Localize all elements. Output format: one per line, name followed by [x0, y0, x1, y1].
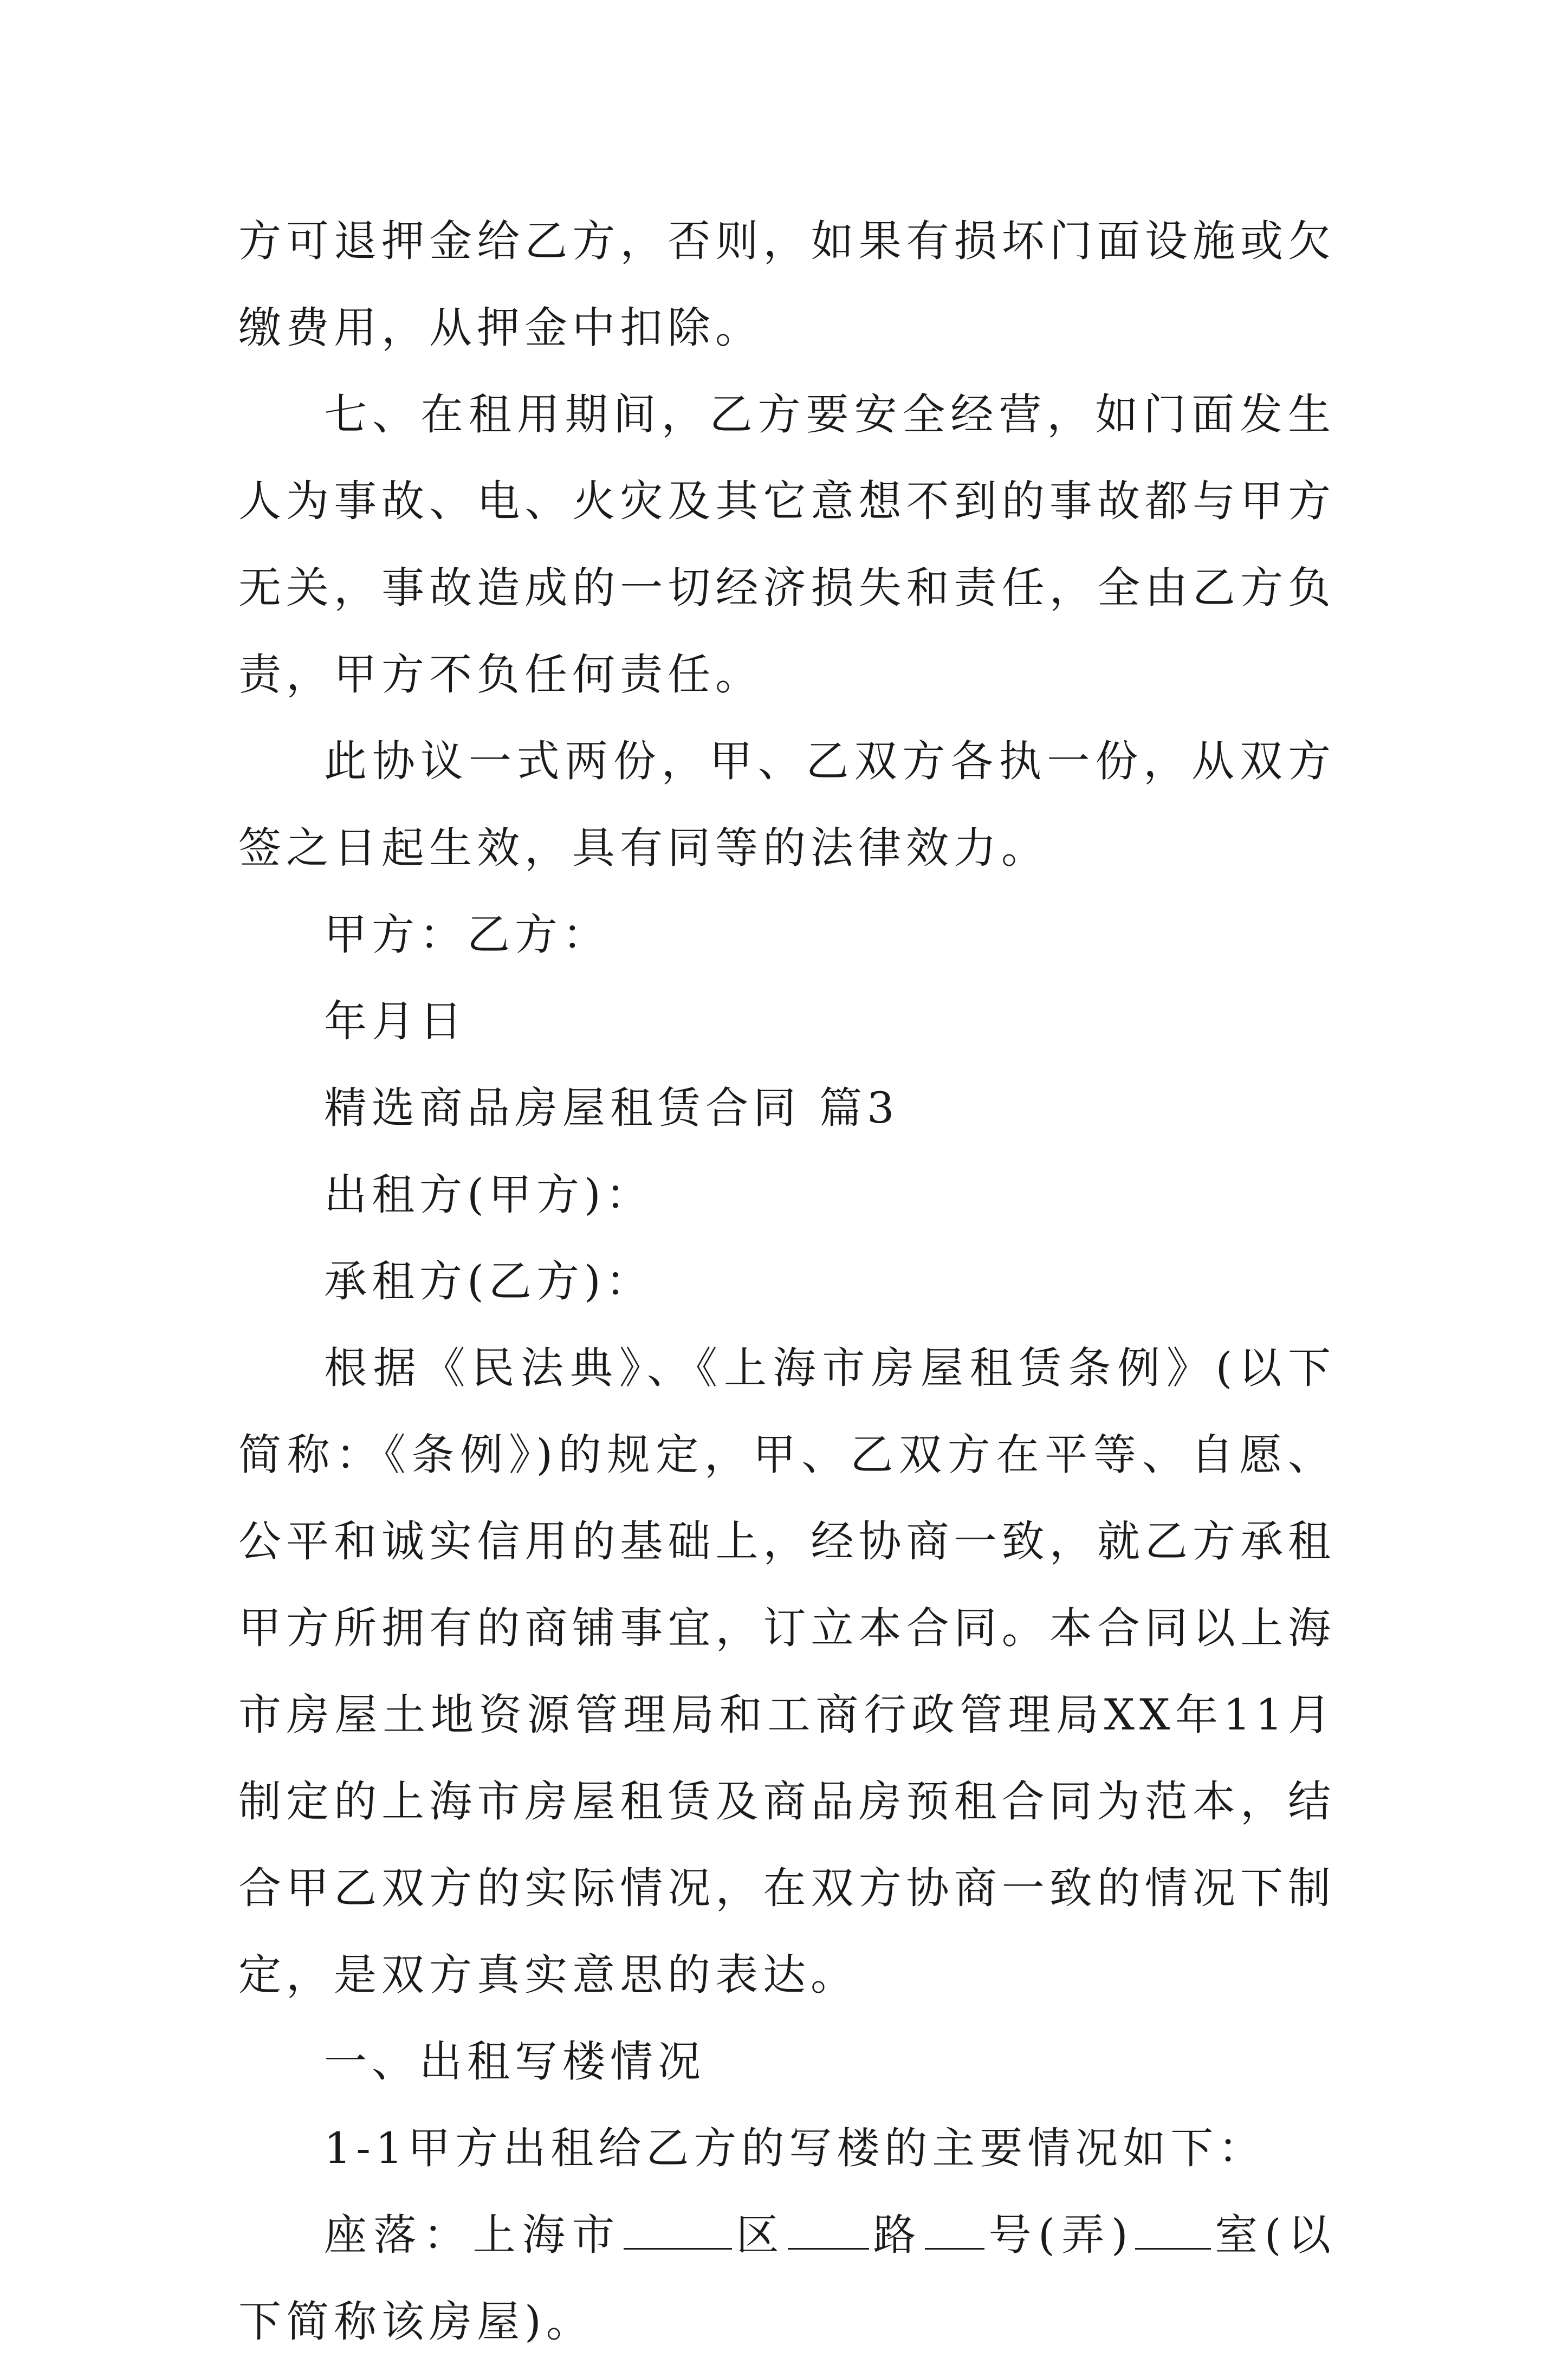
date-line: 年月日 [324, 996, 467, 1046]
signature-parties-line: 甲方：乙方： [324, 910, 610, 960]
paragraph-agreement-copies: 此协议一式两份，甲、乙双方各执一份，从双方签之日起生效，具有同等的法律效力。 [238, 736, 1336, 873]
paragraph-contract-basis: 根据《民法典》、《上海市房屋租赁条例》(以下简称：《条例》)的规定，甲、乙双方在平等、自愿、公平和诚实信用的基础上，经协商一致，就乙方承租甲方所拥有的商铺事宜，订立本合同。本合同以上海市房屋土地资源管理局和工商行政管理局XX年11月制定的上海市房屋租赁及商品房预租合同为范本，结合甲乙双方的实际情况，在双方协商一致的情况下制定，是双方真实意思的表达。 [238, 1343, 1336, 2000]
address-line [238, 2192, 1336, 2365]
district-blank [624, 2214, 732, 2250]
room-blank [1135, 2214, 1211, 2250]
lessor-line: 出租方(甲方)： [324, 1170, 653, 1220]
district-label: 区 [734, 2210, 786, 2260]
road-blank [788, 2214, 869, 2250]
number-blank [925, 2214, 984, 2250]
road-label: 路 [871, 2210, 923, 2260]
heading-office-rental-situation: 一、出租写楼情况 [324, 2037, 705, 2087]
number-label: 号(弄) [987, 2210, 1133, 2260]
clause-1-1: 1-1甲方出租给乙方的写楼的主要情况如下： [324, 2123, 1266, 2173]
paragraph-deposit-refund: 方可退押金给乙方，否则，如果有损坏门面设施或欠缴费用，从押金中扣除。 [238, 216, 1336, 353]
paragraph-clause-seven: 七、在租用期间，乙方要安全经营，如门面发生人为事故、电、火灾及其它意想不到的事故都与甲方无关，事故造成的一切经济损失和责任，全由乙方负责，甲方不负任何责任。 [238, 390, 1336, 699]
lessee-line: 承租方(乙方)： [324, 1256, 653, 1306]
room-label: 室(以下简称该房屋)。 [238, 2210, 1336, 2347]
section-title-contract-3: 精选商品房屋租赁合同 篇3 [324, 1083, 899, 1133]
address-label: 座落：上海市 [324, 2210, 622, 2260]
document-body [238, 198, 1336, 2365]
